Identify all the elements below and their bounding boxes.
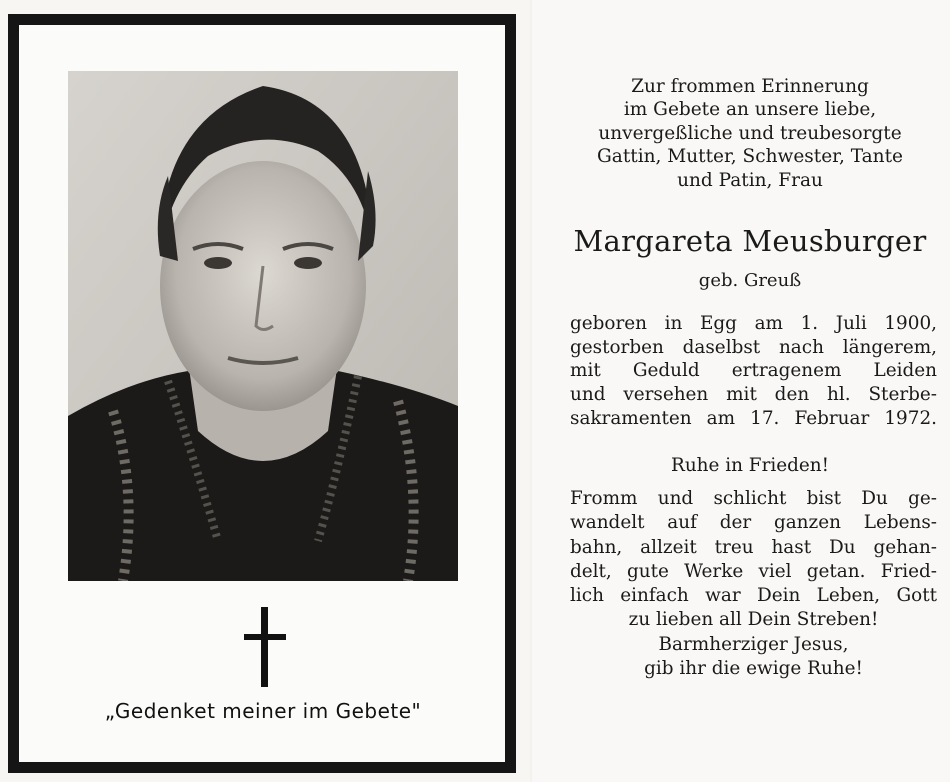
biography — [570, 312, 937, 431]
bio-line: und versehen mit den hl. Sterbe- — [570, 384, 937, 406]
bio-line: sakramenten am 17. Februar 1972. — [570, 407, 937, 429]
poem-line: lich einfach war Dein Leben, Gott — [570, 585, 937, 607]
intro-text — [560, 75, 940, 192]
portrait-photo — [68, 71, 458, 581]
bio-line: geboren in Egg am 1. Juli 1900, — [570, 313, 937, 334]
intro-line: Gattin, Mutter, Schwester, Tante — [597, 146, 903, 168]
intro-line: unvergeßliche und treubesorgte — [598, 122, 902, 144]
poem-line: bahn, allzeit treu hast Du gehan- — [570, 536, 937, 558]
deceased-name: Margareta Meusburger — [573, 224, 927, 258]
rest-in-peace: Ruhe in Frieden! — [670, 455, 830, 476]
intro-line: und Patin, Frau — [677, 169, 823, 191]
maiden-name: geb. Greuß — [698, 270, 802, 291]
poem-line: wandelt auf der ganzen Lebens- — [570, 512, 937, 534]
poem — [570, 487, 937, 681]
intro-line: Zur frommen Erinnerung — [631, 76, 869, 97]
cross-icon — [244, 607, 286, 687]
poem-line: zu lieben all Dein Streben! — [628, 609, 879, 631]
motto: „Gedenket meiner im Gebete" — [104, 699, 422, 723]
bio-line: mit Geduld ertragenem Leiden — [570, 360, 937, 382]
poem-line: Barmherziger Jesus, — [658, 633, 849, 655]
poem-line: gib ihr die ewige Ruhe! — [644, 658, 863, 680]
intro-line: im Gebete an unsere liebe, — [623, 99, 877, 121]
poem-line: Fromm und schlicht bist Du ge- — [570, 488, 937, 509]
bio-line: gestorben daselbst nach längerem, — [570, 336, 937, 358]
poem-line: delt, gute Werke viel getan. Fried- — [570, 560, 937, 582]
